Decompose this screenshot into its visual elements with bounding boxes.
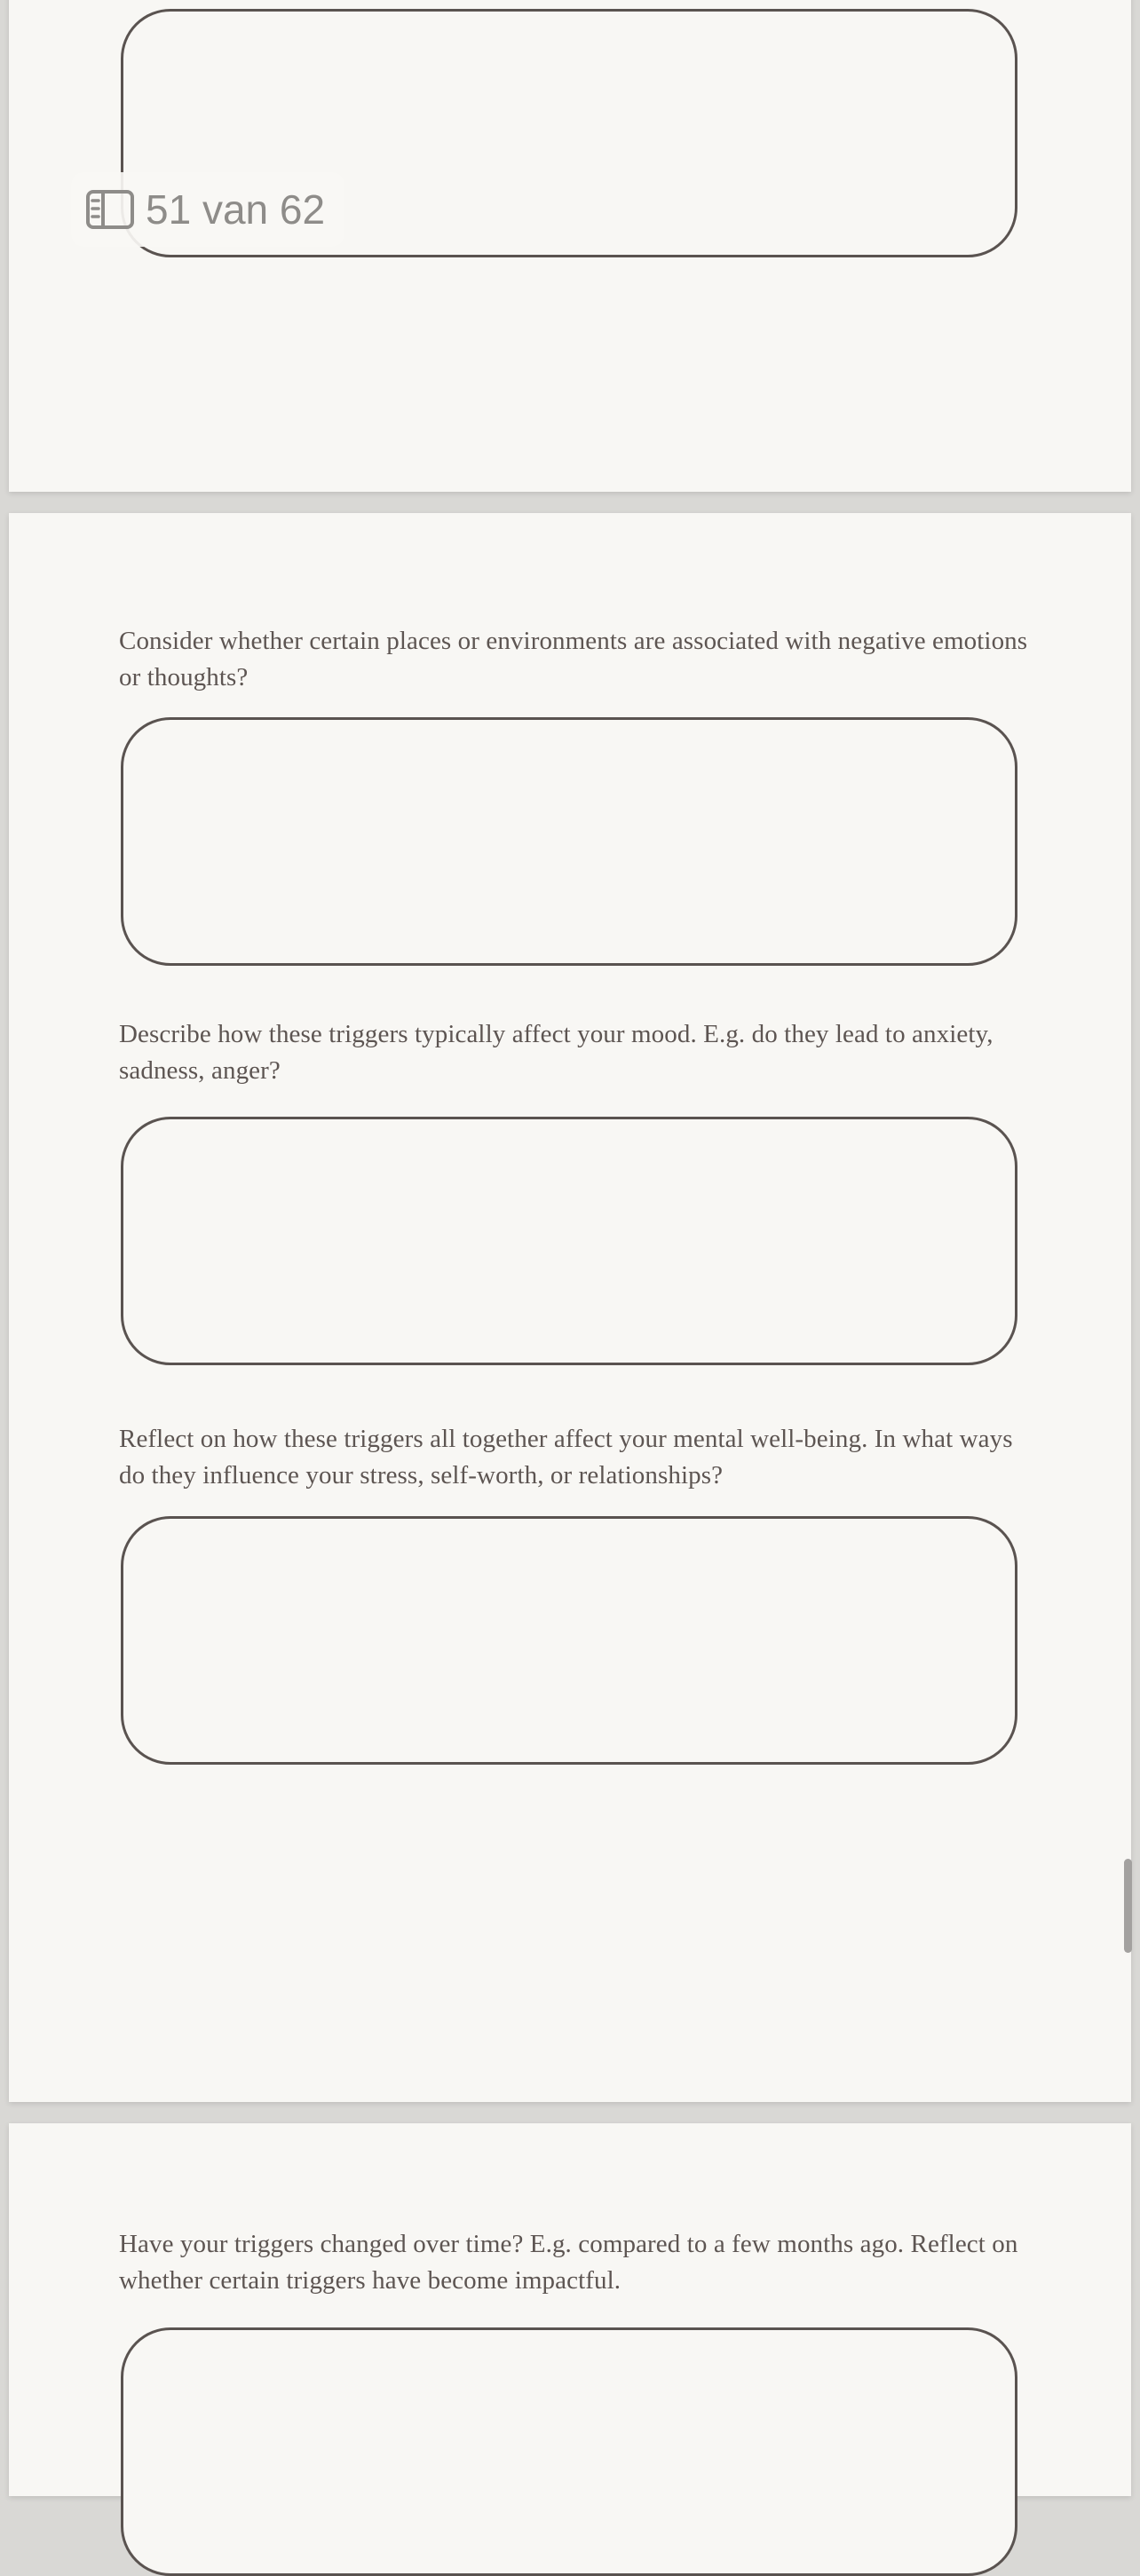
document-page (9, 513, 1131, 2102)
answer-text-box[interactable] (121, 1117, 1017, 1365)
answer-text-box[interactable] (121, 1516, 1017, 1765)
document-page (9, 2123, 1131, 2496)
answer-text-box[interactable] (121, 2327, 1017, 2576)
question-text: Have your triggers changed over time? E.g. compared to a few months ago. Reflect on whether certain triggers have become impactful. (119, 2230, 1018, 2295)
answer-text-box[interactable] (121, 717, 1017, 966)
page-count-label: 51 van 62 (146, 186, 326, 233)
scrollbar-thumb[interactable] (1124, 1859, 1132, 1953)
question-text: Reflect on how these triggers all together affect your mental well-being. In what ways do they influence your stress, self-worth, or relationships? (119, 1425, 1013, 1489)
question-text: Consider whether certain places or environments are associated with negative emotions or thoughts? (119, 627, 1028, 691)
page-indicator[interactable] (71, 172, 344, 247)
sidebar-icon (85, 189, 135, 230)
question-text: Describe how these triggers typically affect your mood. E.g. do they lead to anxiety, sadness, anger? (119, 1020, 994, 1085)
